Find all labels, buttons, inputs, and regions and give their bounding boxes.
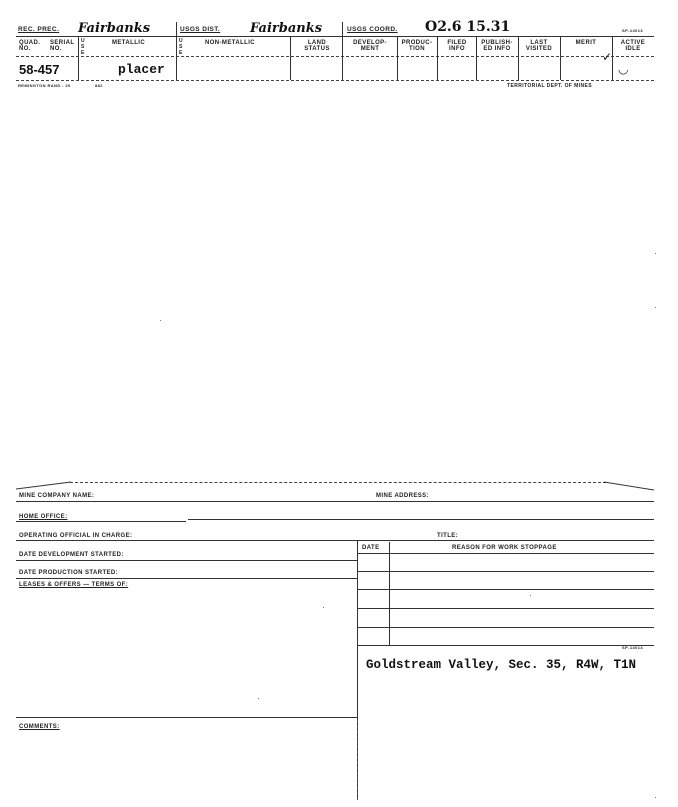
rec-prec-label: REC. PREC. bbox=[18, 26, 60, 33]
usgs-coord-label: USGS COORD. bbox=[347, 26, 398, 33]
footer-dept: TERRITORIAL DEPT. OF MINES bbox=[507, 83, 592, 89]
date-development-started-label: DATE DEVELOPMENT STARTED: bbox=[19, 552, 124, 558]
location-typed-text: Goldstream Valley, Sec. 35, R4W, T1N bbox=[366, 658, 637, 672]
col-published-info: PUBLISH- ED INFO bbox=[481, 40, 513, 53]
home-office-label: HOME OFFICE: bbox=[19, 514, 68, 520]
rec-prec-value: Fairbanks bbox=[78, 21, 151, 36]
col-nonmetallic: NON-METALLIC bbox=[205, 40, 256, 46]
col-serial-no: SERIAL NO. bbox=[50, 40, 75, 53]
col-last-visited: LAST VISITED bbox=[525, 40, 553, 53]
mine-company-name-label: MINE COMPANY NAME: bbox=[19, 493, 95, 499]
title-label: TITLE: bbox=[437, 533, 459, 539]
stoppage-date-header: DATE bbox=[362, 545, 380, 551]
comments-label: COMMENTS: bbox=[19, 724, 60, 730]
usgs-dist-value: Fairbanks bbox=[250, 21, 323, 36]
col-production: PRODUC- TION bbox=[401, 40, 433, 53]
operating-official-label: OPERATING OFFICIAL IN CHARGE: bbox=[19, 533, 133, 539]
right-curve-line bbox=[604, 478, 660, 492]
usgs-dist-label: USGS DIST. bbox=[180, 26, 221, 33]
col-quad-no: QUAD. NO. bbox=[19, 40, 41, 53]
col-land-status: LAND STATUS bbox=[304, 40, 330, 53]
leases-offers-label: LEASES & OFFERS — TERMS OF: bbox=[19, 582, 129, 588]
footer-code: 882 bbox=[95, 83, 103, 88]
merit-active-mark: ✓ bbox=[602, 50, 613, 64]
col-metallic: METALLIC bbox=[112, 40, 146, 46]
form-number-bottom: SP-14014 bbox=[622, 645, 643, 650]
left-curve-line bbox=[16, 478, 76, 490]
quad-serial-value: 58-457 bbox=[19, 62, 60, 77]
col-filed-info: FILED INFO bbox=[447, 40, 467, 53]
col-active-idle: ACTIVE IDLE bbox=[620, 40, 646, 53]
footer-printer: REMINGTON RAND - 20 bbox=[18, 83, 71, 88]
col-use-nonmetallic: U S E bbox=[179, 38, 184, 56]
date-production-started-label: DATE PRODUCTION STARTED: bbox=[19, 570, 119, 576]
col-development: DEVELOP- MENT bbox=[353, 40, 387, 53]
col-use-metallic: U S E bbox=[81, 38, 86, 56]
mine-address-label: MINE ADDRESS: bbox=[376, 493, 429, 499]
col-merit: MERIT bbox=[575, 40, 597, 46]
form-number-top: SP-14013 bbox=[622, 28, 643, 33]
usgs-coord-value: O2.6 15.31 bbox=[425, 19, 511, 35]
stoppage-reason-header: REASON FOR WORK STOPPAGE bbox=[452, 545, 557, 551]
metallic-value: placer bbox=[118, 62, 165, 77]
active-idle-check-icon: ◡ bbox=[618, 62, 629, 76]
